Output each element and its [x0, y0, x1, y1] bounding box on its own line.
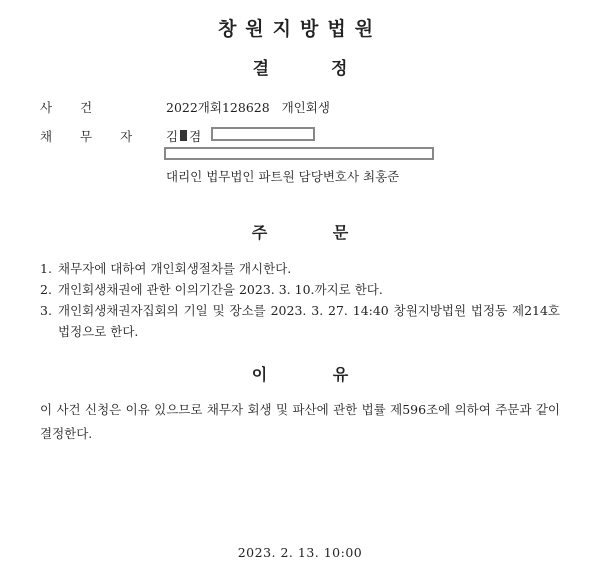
order-item-text: 개인회생채권자집회의 기일 및 장소를 2023. 3. 27. 14:40 창원지방법원 법정동 제214호 법정으로 한다. — [58, 303, 560, 339]
reason-heading: 이 유 — [251, 365, 349, 384]
order-item-text: 개인회생채권에 관한 이의기간을 2023. 3. 10.까지로 한다. — [58, 282, 383, 297]
case-type: 개인회생 — [281, 100, 330, 115]
order-item-number: 3. — [40, 303, 52, 318]
debtor-name-start: 김 — [166, 128, 179, 144]
order-item — [40, 279, 560, 300]
order-item-text: 채무자에 대하여 개인회생절차를 개시한다. — [58, 261, 292, 276]
order-item — [40, 300, 560, 342]
debtor-representative: 대리인 법무법인 파트원 담당변호사 최홍준 — [166, 169, 400, 184]
court-name: 창원지방법원 — [217, 18, 383, 40]
case-value — [166, 98, 330, 116]
name-mask-mark — [180, 130, 187, 141]
order-item-number: 1. — [40, 261, 52, 276]
order-list — [40, 258, 560, 342]
debtor-label: 채 무 자 — [40, 129, 135, 144]
case-number: 2022개회128628 — [166, 100, 270, 115]
document-title: 결 정 — [252, 59, 348, 79]
redaction-box-debtor-id — [211, 127, 315, 141]
case-label: 사 건 — [40, 100, 95, 115]
redaction-box-debtor-address — [164, 147, 434, 160]
decision-date: 2023. 2. 13. 10:00 — [237, 545, 363, 560]
debtor-name-end: 겸 — [189, 128, 202, 144]
order-item-number: 2. — [40, 282, 52, 297]
order-heading: 주 문 — [251, 223, 349, 242]
reason-text: 이 사건 신청은 이유 있으므로 채무자 회생 및 파산에 관한 법률 제596조에 의하여 주문과 같이 결정한다. — [40, 402, 560, 441]
debtor-name — [166, 127, 201, 144]
order-item — [40, 258, 560, 279]
